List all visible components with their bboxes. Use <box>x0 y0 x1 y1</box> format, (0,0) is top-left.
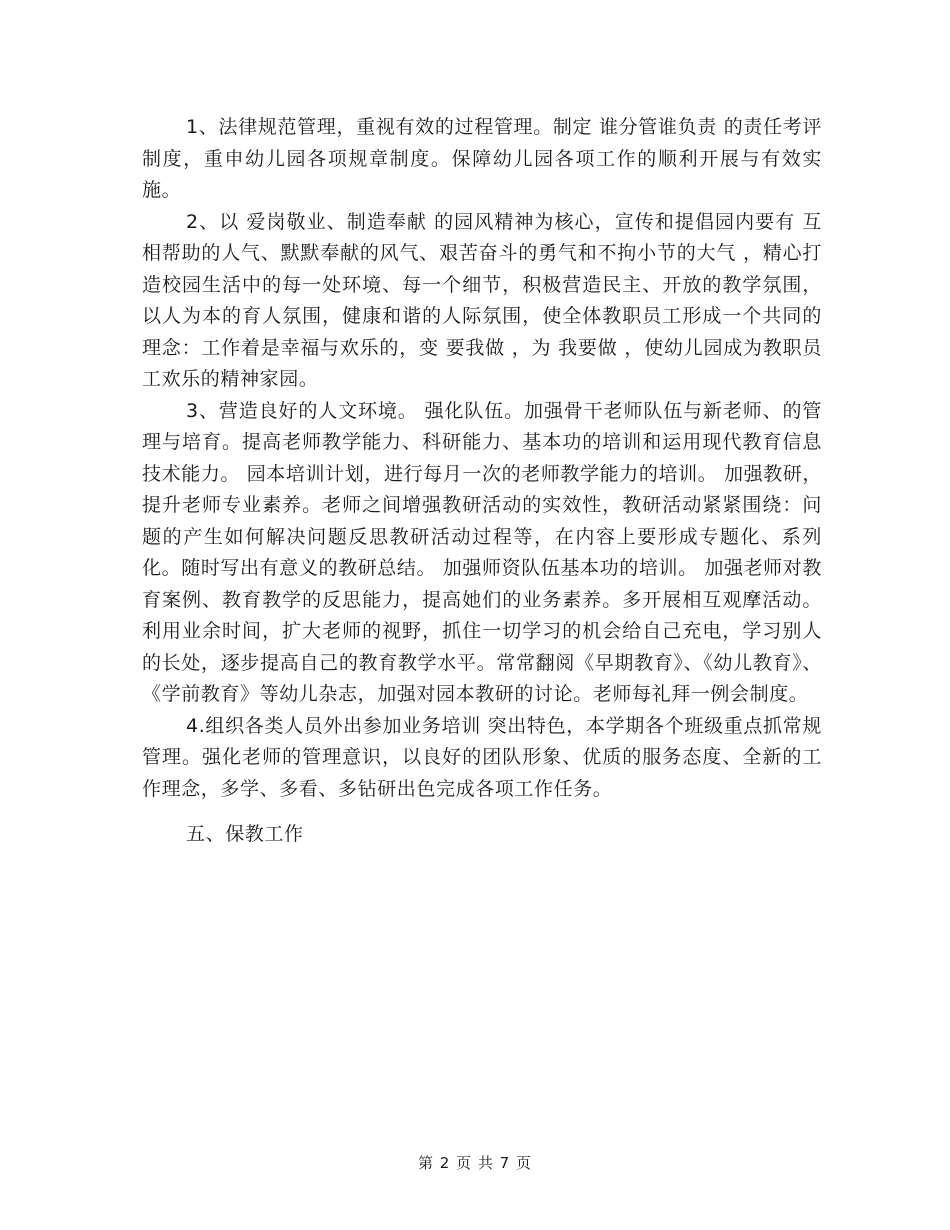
page-number-footer: 第 2 页 共 7 页 <box>418 1154 532 1172</box>
section-heading: 五、保教工作 <box>186 823 304 845</box>
paragraph-2: 2、以 爱岗敬业、制造奉献 的园风精神为核心，宣传和提倡园内要有 互相帮助的人气、默默奉献的风气、艰苦奋斗的勇气和不拘小节的大气 ，精心打造校园生活中的每一处环境、每一个细节，积极营造民主、开放的教学氛围，以人为本的育人氛围，健康和谐的人际氛围，使全体教职员工形成一个共同的理念：工作着是幸福与欢乐的，变 要我做 ，为 我要做 ，使幼儿园成为教职员工欢乐的精神家园。 <box>142 210 822 390</box>
document-body <box>142 112 822 851</box>
paragraph-1: 1、法律规范管理，重视有效的过程管理。制定 谁分管谁负责 的责任考评制度，重申幼儿园各项规章制度。保障幼儿园各项工作的顺利开展与有效实施。 <box>142 116 822 201</box>
paragraph-4: 4.组织各类人员外出参加业务培训 突出特色，本学期各个班级重点抓常规管理。强化老师的管理意识，以良好的团队形象、优质的服务态度、全新的工作理念，多学、多看、多钻研出色完成各项工作任务。 <box>142 714 822 800</box>
paragraph-3: 3、营造良好的人文环境。 强化队伍。加强骨干老师队伍与新老师、的管理与培育。提高老师教学能力、科研能力、基本功的培训和运用现代教育信息技术能力。 园本培训计划，进行每月一次的老师教学能力的培训。 加强教研，提升老师专业素养。老师之间增强教研活动的实效性，教研活动紧紧围绕：问题的产生如何解决问题反思教研活动过程等，在内容上要形成专题化、系列化。随时写出有意义的教研总结。 加强师资队伍基本功的培训。 加强老师对教育案例、教育教学的反思能力，提高她们的业务素养。多开展相互观摩活动。利用业余时间，扩大老师的视野，抓住一切学习的机会给自己充电，学习别人的长处，逐步提高自己的教育教学水平。常常翻阅《早期教育》、《幼儿教育》、《学前教育》等幼儿杂志，加强对园本教研的讨论。老师每礼拜一例会制度。 <box>142 399 822 705</box>
